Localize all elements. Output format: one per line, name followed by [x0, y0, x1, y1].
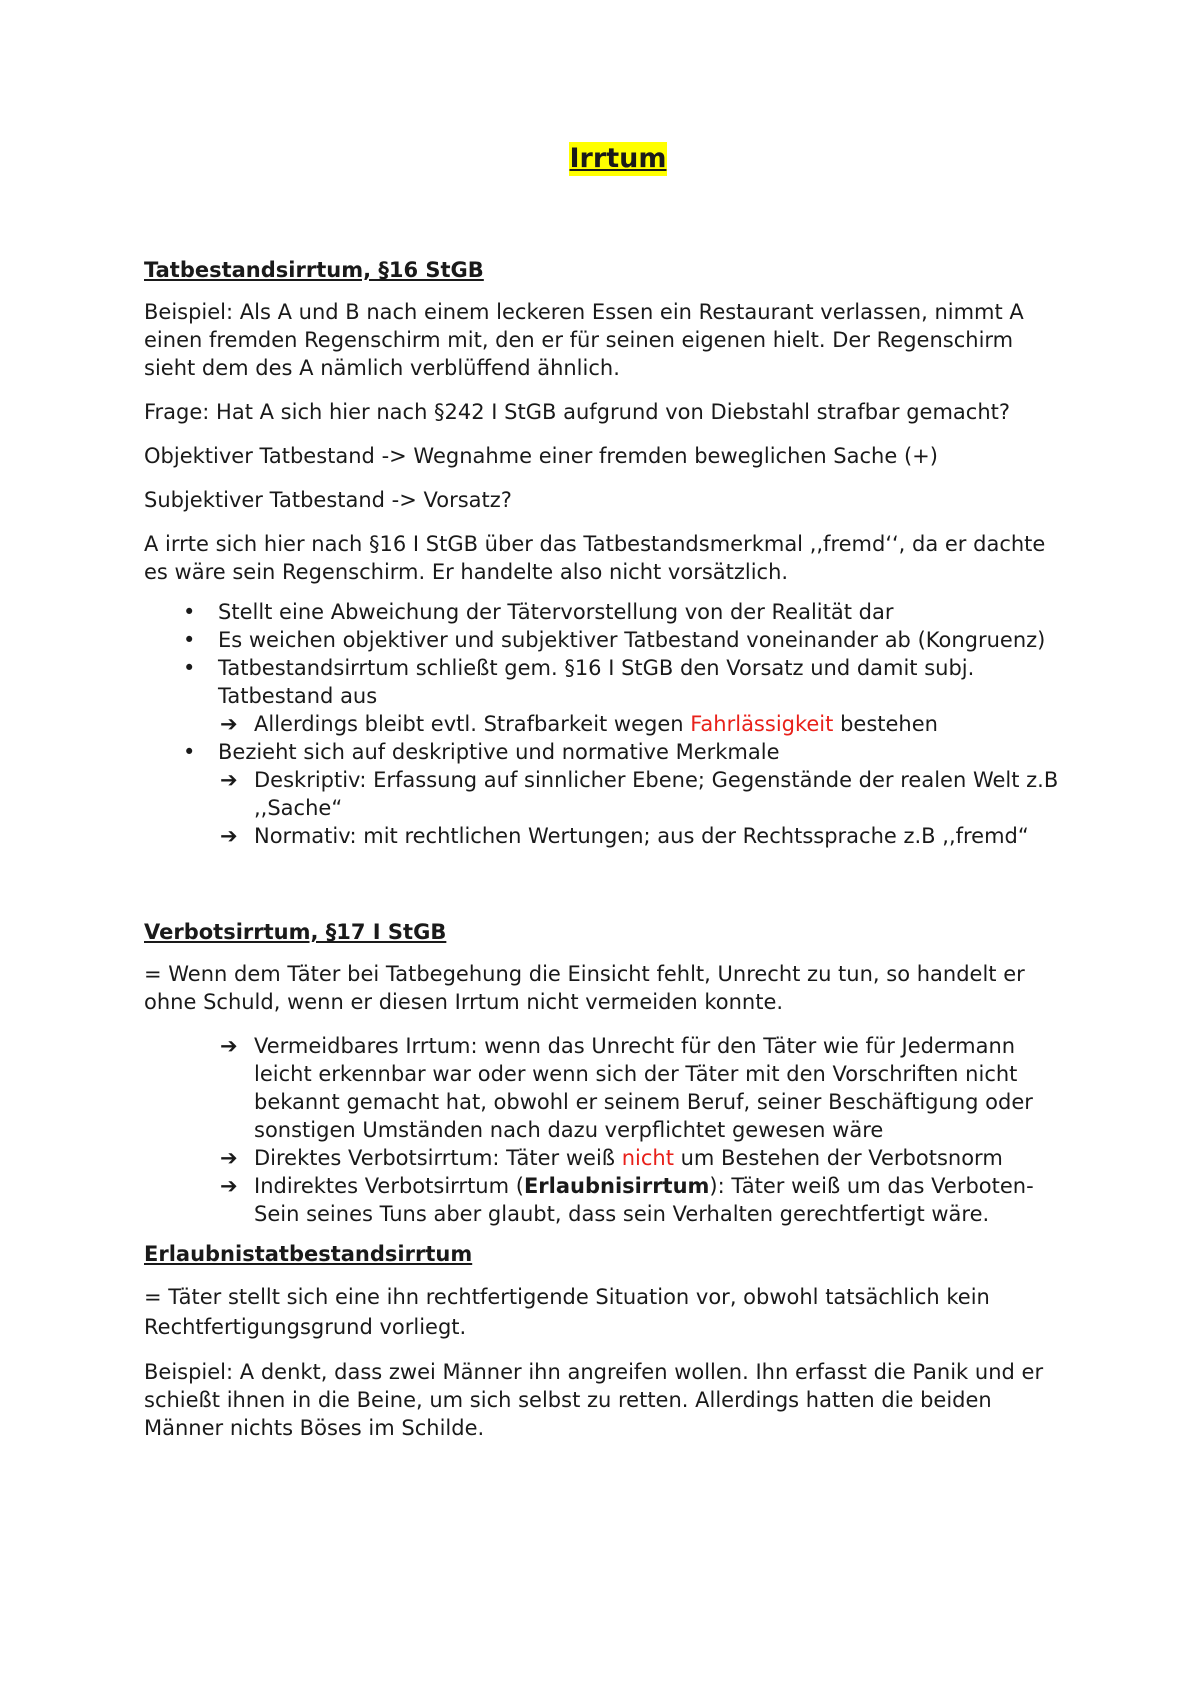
arrow-right-icon: ➔: [220, 1146, 238, 1170]
arrow-right-icon: ➔: [220, 824, 238, 848]
sub-list-item: [218, 822, 1070, 850]
sub-list-item: [218, 710, 1070, 738]
list-item: [218, 1144, 1070, 1172]
arrow-list: [218, 1032, 1070, 1228]
bullet-text: Tatbestandsirrtum schließt gem. §16 I StGB den Vorsatz und damit subj. Tatbestand aus: [218, 656, 975, 708]
sub-list-item: [218, 766, 1070, 822]
heading-tatbestandsirrtum: Tatbestandsirrtum, §16 StGB: [144, 258, 484, 282]
bold-erlaubnisirrtum: Erlaubnisirrtum: [523, 1174, 710, 1198]
example-paragraph: Beispiel: Als A und B nach einem leckeren Essen ein Restaurant verlassen, nimmt A einen fremden Regenschirm mit, den er für seinen eigenen hielt. Der Regenschirm sieht dem des A nämlich verblüffend ähnlich.: [144, 300, 1024, 380]
objective-paragraph: Objektiver Tatbestand -> Wegnahme einer fremden beweglichen Sache (+): [144, 444, 938, 468]
sub-text-after: bestehen: [833, 712, 938, 736]
heading-erlaubnistatbestandsirrtum: Erlaubnistatbestandsirrtum: [144, 1242, 473, 1266]
list-item: [218, 1172, 1070, 1228]
arrow-right-icon: ➔: [220, 1174, 238, 1198]
definition-paragraph: = Wenn dem Täter bei Tatbegehung die Einsicht fehlt, Unrecht zu tun, so handelt er ohne Schuld, wenn er diesen Irrtum nicht vermeiden konnte.: [144, 962, 1025, 1014]
highlight-fahrlaessigkeit: Fahrlässigkeit: [690, 712, 834, 736]
arrow-right-icon: ➔: [220, 1034, 238, 1058]
title-row: [144, 0, 1070, 194]
list-item: [144, 738, 1070, 850]
bullet-icon: •: [183, 628, 196, 652]
arrow-text-after: ): Täter weiß um das Verboten-Sein seines Tuns aber glaubt, dass sein Verhalten gerechtfertigt wäre.: [254, 1174, 1034, 1226]
sub-text: Normativ: mit rechtlichen Wertungen; aus der Rechtssprache z.B ,,fremd“: [254, 824, 1029, 848]
arrow-right-icon: ➔: [220, 768, 238, 792]
page-title: Irrtum: [569, 143, 667, 174]
list-item: [144, 598, 1070, 626]
bullet-list: [144, 598, 1070, 850]
example-paragraph: Beispiel: A denkt, dass zwei Männer ihn angreifen wollen. Ihn erfasst die Panik und er schießt ihnen in die Beine, um sich selbst zu retten. Allerdings hatten die beiden Männer nichts Böses im Schilde.: [144, 1360, 1044, 1440]
highlight-nicht: nicht: [621, 1146, 674, 1170]
heading-verbotsirrtum: Verbotsirrtum, §17 I StGB: [144, 920, 447, 944]
arrow-right-icon: ➔: [220, 712, 238, 736]
bullet-icon: •: [183, 740, 196, 764]
definition-paragraph: = Täter stellt sich eine ihn rechtfertigende Situation vor, obwohl tatsächlich kein Rechtfertigungsgrund vorliegt.: [144, 1285, 990, 1339]
conclusion-paragraph: A irrte sich hier nach §16 I StGB über das Tatbestandsmerkmal ,,fremd‘‘, da er dachte es wäre sein Regenschirm. Er handelte also nicht vorsätzlich.: [144, 532, 1046, 584]
sub-list: [218, 766, 1070, 850]
list-item: [218, 1032, 1070, 1144]
bullet-text: Stellt eine Abweichung der Tätervorstellung von der Realität dar: [218, 600, 894, 624]
arrow-text: Indirektes Verbotsirrtum (: [254, 1174, 524, 1198]
subjective-paragraph: Subjektiver Tatbestand -> Vorsatz?: [144, 488, 512, 512]
arrow-text: Vermeidbares Irrtum: wenn das Unrecht für den Täter wie für Jedermann leicht erkennbar war oder wenn sich der Täter mit den Vorschriften nicht bekannt gemacht hat, obwohl er seinem Beruf, seiner Beschäftigung oder sonstigen Umständen nach dazu verpflichtet gewesen wäre: [254, 1034, 1033, 1142]
list-item: [144, 654, 1070, 738]
arrow-text: Direktes Verbotsirrtum: Täter weiß: [254, 1146, 622, 1170]
arrow-text-after: um Bestehen der Verbotsnorm: [673, 1146, 1003, 1170]
bullet-icon: •: [183, 600, 196, 624]
bullet-text: Bezieht sich auf deskriptive und normative Merkmale: [218, 740, 780, 764]
question-paragraph: Frage: Hat A sich hier nach §242 I StGB aufgrund von Diebstahl strafbar gemacht?: [144, 400, 1011, 424]
sub-list: [218, 710, 1070, 738]
list-item: [144, 626, 1070, 654]
bullet-text: Es weichen objektiver und subjektiver Tatbestand voneinander ab (Kongruenz): [218, 628, 1046, 652]
sub-text: Deskriptiv: Erfassung auf sinnlicher Ebene; Gegenstände der realen Welt z.B ,,Sache“: [254, 768, 1059, 820]
sub-text: Allerdings bleibt evtl. Strafbarkeit wegen: [254, 712, 691, 736]
bullet-icon: •: [183, 656, 196, 680]
